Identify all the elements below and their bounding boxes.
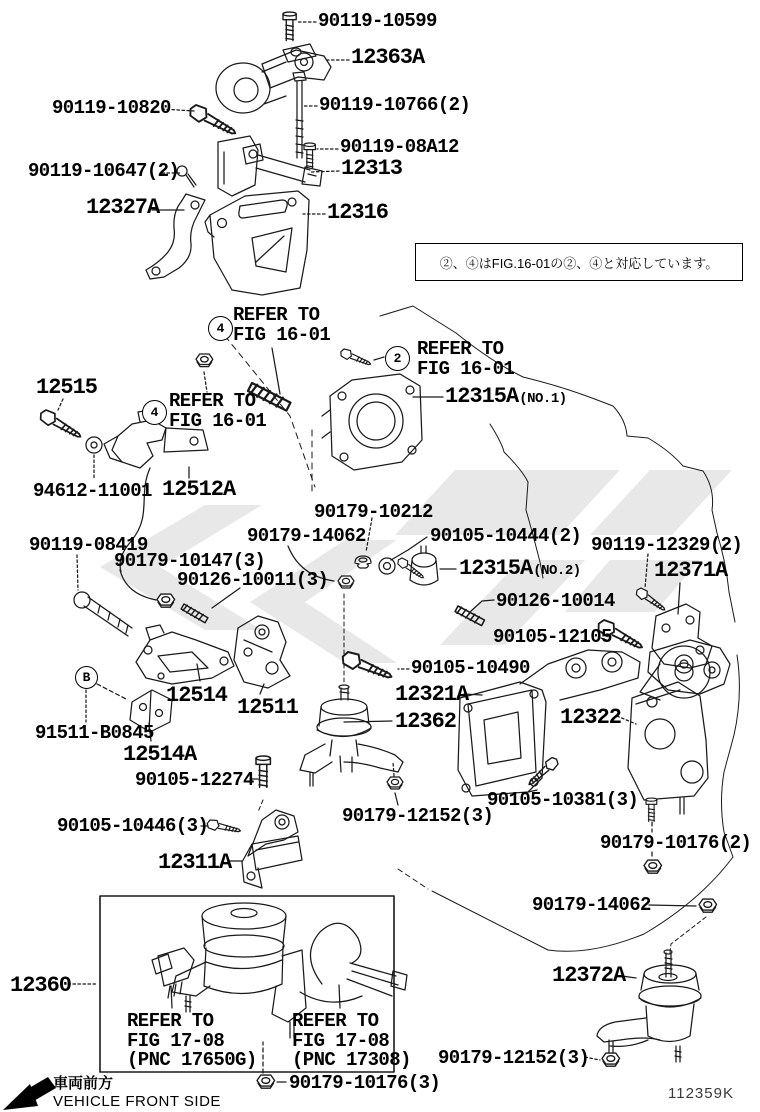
refer-label-line: REFER TO (169, 390, 256, 412)
part-label-90179-12152(3): 90179-12152(3) (342, 805, 494, 827)
circled-2-marker: 2 (385, 346, 410, 371)
refer-label-line: REFER TO (127, 1010, 214, 1032)
part-label-90119-10599: 90119-10599 (318, 10, 437, 32)
part-sketch-12363A (216, 44, 331, 113)
part-label-90179-14062: 90179-14062 (247, 525, 366, 547)
part-label-90105-12274: 90105-12274 (135, 769, 254, 791)
part-label-90119-12329(2): 90119-12329(2) (591, 534, 743, 556)
fig-12360-box (100, 896, 394, 1072)
vehicle-front-label-en: VEHICLE FRONT SIDE (53, 1093, 221, 1110)
washer-icon (384, 563, 391, 570)
refer-label-line: REFER TO (417, 338, 504, 360)
nut-icon (699, 899, 717, 912)
part-label-12311A: 12311A (158, 850, 232, 875)
part-label-12372A: 12372A (552, 963, 626, 988)
bolt-icon (256, 756, 270, 787)
part-label-90126-10011(3): 90126-10011(3) (177, 569, 329, 591)
nut-icon (644, 860, 662, 873)
part-label-90179-10176(2): 90179-10176(2) (600, 832, 752, 854)
part-label-12363A: 12363A (351, 45, 425, 70)
part-label-12371A: 12371A (654, 558, 728, 583)
part-sketch-12316 (205, 191, 309, 295)
nut-icon (338, 576, 354, 588)
fig-correspondence-note (415, 243, 743, 281)
refer-label-line: (PNC 17308) (292, 1049, 411, 1071)
part-label-90179-12152(3): 90179-12152(3) (438, 1047, 590, 1069)
refer-label-line: (PNC 17650G) (127, 1049, 257, 1071)
refer-label-line: FIG 16-01 (417, 357, 515, 380)
part-label-12514: 12514 (166, 683, 228, 708)
note-text: ②、④はFIG.16-01の②、④と対応しています。 (439, 255, 719, 271)
part-sketch-12372A (597, 950, 701, 1062)
part-label-12327A: 12327A (86, 195, 160, 220)
nut-icon (196, 354, 213, 367)
part-label-12313: 12313 (341, 156, 403, 181)
nut-icon (602, 1053, 620, 1066)
bolt-icon (38, 407, 85, 442)
part-label-90105-10446(3): 90105-10446(3) (57, 815, 209, 837)
part-label-12315A: 12315A(NO.2) (459, 556, 581, 581)
bolt-icon (206, 819, 241, 836)
vehicle-front-label-jp: 車両前方 (53, 1075, 114, 1092)
part-label-90119-10766(2): 90119-10766(2) (319, 94, 471, 116)
nut-icon (257, 1075, 275, 1088)
part-sketch-12360-assembly (152, 903, 407, 1038)
circled-4-marker: 4 (208, 316, 233, 341)
part-label-12512A: 12512A (162, 477, 236, 502)
vehicle-front-arrow-icon (3, 1077, 56, 1110)
part-sketch-12514A (130, 690, 172, 732)
part-label-90105-10444(2): 90105-10444(2) (430, 525, 582, 547)
refer-label-line: FIG 16-01 (169, 409, 267, 432)
part-label-12514A: 12514A (123, 742, 197, 767)
refer-label-line: REFER TO (292, 1010, 379, 1032)
watermark (100, 470, 732, 663)
part-sketch-12311A (242, 810, 302, 888)
part-label-12360: 12360 (10, 973, 72, 998)
part-sketch-12362 (300, 685, 403, 786)
part-label-suffix: (NO.2) (533, 563, 581, 579)
part-label-90119-10647(2): 90119-10647(2) (28, 160, 180, 182)
bolt-icon (304, 143, 315, 168)
nut-icon (387, 777, 403, 789)
bolt-icon (339, 347, 373, 368)
refer-label-line: FIG 16-01 (233, 323, 331, 346)
part-label-90179-10176(3): 90179-10176(3) (289, 1072, 441, 1094)
nut-icon (157, 594, 175, 607)
part-label-90179-14062: 90179-14062 (532, 894, 651, 916)
part-label-12515: 12515 (36, 375, 98, 400)
part-label-suffix: (NO.1) (519, 391, 567, 407)
part-label-90105-12105: 90105-12105 (493, 626, 612, 648)
bolt-icon (187, 102, 239, 139)
part-label-90119-08A12: 90119-08A12 (340, 136, 459, 158)
bolt-icon (283, 12, 296, 41)
part-label-90105-10490: 90105-10490 (411, 657, 530, 679)
insulator-icon (410, 546, 438, 585)
part-label-12315A: 12315A(NO.1) (445, 384, 567, 409)
circled-b-marker: B (75, 666, 98, 689)
part-sketch-12315A-no1 (322, 374, 422, 470)
part-label-91511-B0845: 91511-B0845 (35, 722, 154, 744)
part-label-90179-10147(3): 90179-10147(3) (114, 550, 266, 572)
part-label-12322: 12322 (560, 705, 622, 730)
circled-4-marker: 4 (142, 400, 167, 425)
part-sketch-12327A (146, 194, 205, 279)
refer-label-line: FIG 17-08 (127, 1029, 225, 1052)
part-label-12316: 12316 (327, 200, 389, 225)
part-label-90119-08419: 90119-08419 (29, 534, 148, 556)
refer-label-line: FIG 17-08 (292, 1029, 390, 1052)
refer-label-line: REFER TO (233, 304, 320, 326)
part-label-12321A: 12321A (395, 682, 469, 707)
washer-icon (379, 558, 395, 574)
part-sketch-12514 (136, 625, 234, 684)
washer-icon (86, 437, 102, 453)
part-label-90126-10014: 90126-10014 (496, 590, 615, 612)
part-label-90119-10820: 90119-10820 (52, 97, 171, 119)
part-sketch-12321A (458, 650, 640, 796)
part-label-12511: 12511 (237, 695, 299, 720)
screw-icon (177, 166, 196, 187)
bolt-icon (595, 617, 645, 653)
part-label-90179-10212: 90179-10212 (314, 501, 433, 523)
figure-code: 112359K (668, 1085, 734, 1102)
washer-icon (91, 442, 97, 448)
part-label-12362: 12362 (395, 709, 457, 734)
part-label-94612-11001: 94612-11001 (33, 480, 152, 502)
stud-icon (248, 382, 291, 411)
bolt-icon (646, 798, 657, 821)
part-label-90105-10381(3): 90105-10381(3) (487, 789, 639, 811)
bolt-icon (74, 592, 132, 636)
